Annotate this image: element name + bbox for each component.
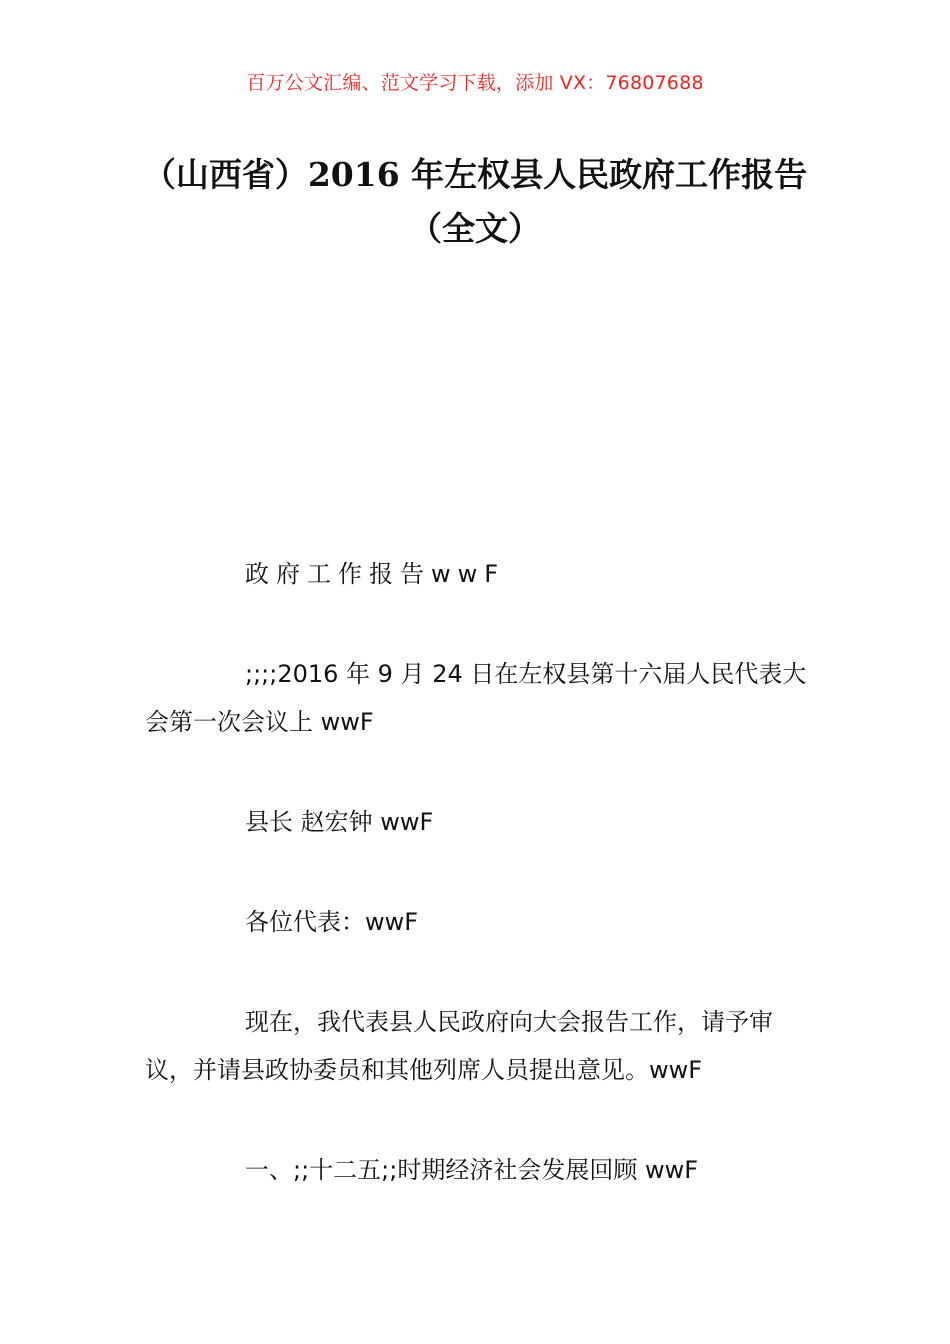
speaker-line: 县长 赵宏钟 wwF	[245, 808, 434, 836]
section-heading-1: 一、;;十二五;;时期经济社会发展回顾 wwF	[245, 1156, 699, 1184]
report-heading-text: 政府工作报告wwF	[245, 560, 506, 588]
meeting-date-paragraph: ;;;;2016 年 9 月 24 日在左权县第十六届人民代表大会第一次会议上 wwF	[145, 660, 807, 736]
opening-paragraph: 现在，我代表县人民政府向大会报告工作，请予审议，并请县政协委员和其他列席人员提出意见。wwF	[145, 1008, 773, 1084]
salutation: 各位代表：wwF	[245, 908, 419, 936]
report-heading	[145, 550, 810, 598]
document-title: （山西省）2016 年左权县人民政府工作报告（全文）	[142, 155, 808, 248]
header-watermark-note: 百万公文汇编、范文学习下载，添加 VX：76807688	[246, 72, 704, 94]
